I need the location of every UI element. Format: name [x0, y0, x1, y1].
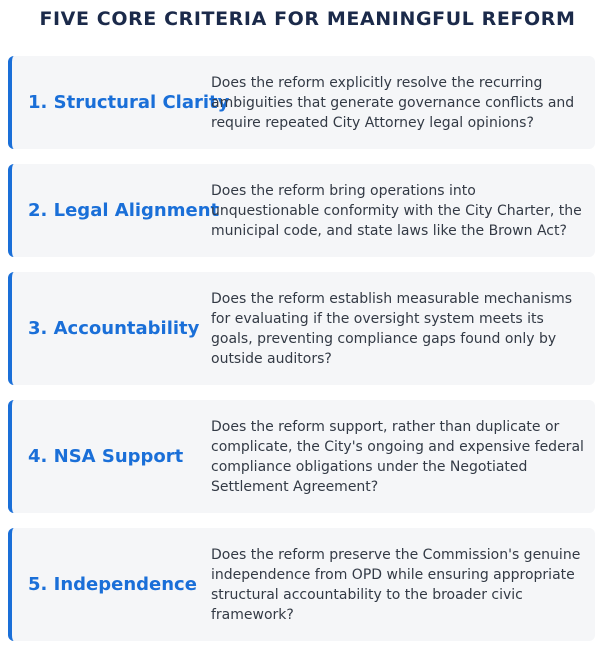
criterion-heading: 2. Legal Alignment: [28, 200, 220, 221]
criterion-heading: 4. NSA Support: [28, 446, 184, 467]
criterion-description: Does the reform support, rather than duplicate or complicate, the City's ongoing and expensive federal compliance obligations under the Negotiated Settlement Agreement?: [211, 418, 584, 495]
criterion-description: Does the reform explicitly resolve the recurring ambiguities that generate governance conflicts and require repeated City Attorney legal opinions?: [211, 74, 575, 131]
criterion-card-accountability: [8, 272, 595, 385]
criterion-description: Does the reform preserve the Commission's genuine independence from OPD while ensuring appropriate structural accountability to the broader civic framework?: [211, 546, 581, 623]
criterion-description: Does the reform bring operations into unquestionable conformity with the City Charter, the municipal code, and state laws like the Brown Act?: [211, 182, 582, 239]
page-title: FIVE CORE CRITERIA FOR MEANINGFUL REFORM: [39, 8, 576, 30]
criterion-card-legal-alignment: [8, 164, 595, 257]
criterion-description: Does the reform establish measurable mechanisms for evaluating if the oversight system meets its goals, preventing compliance gaps found only by outside auditors?: [211, 290, 573, 367]
criterion-heading: 5. Independence: [28, 574, 197, 595]
criterion-card-independence: [8, 528, 595, 641]
criterion-heading: 3. Accountability: [28, 318, 200, 339]
criterion-card-structural-clarity: [8, 56, 595, 149]
criterion-heading: 1. Structural Clarity: [28, 92, 230, 113]
criterion-card-nsa-support: [8, 400, 595, 513]
